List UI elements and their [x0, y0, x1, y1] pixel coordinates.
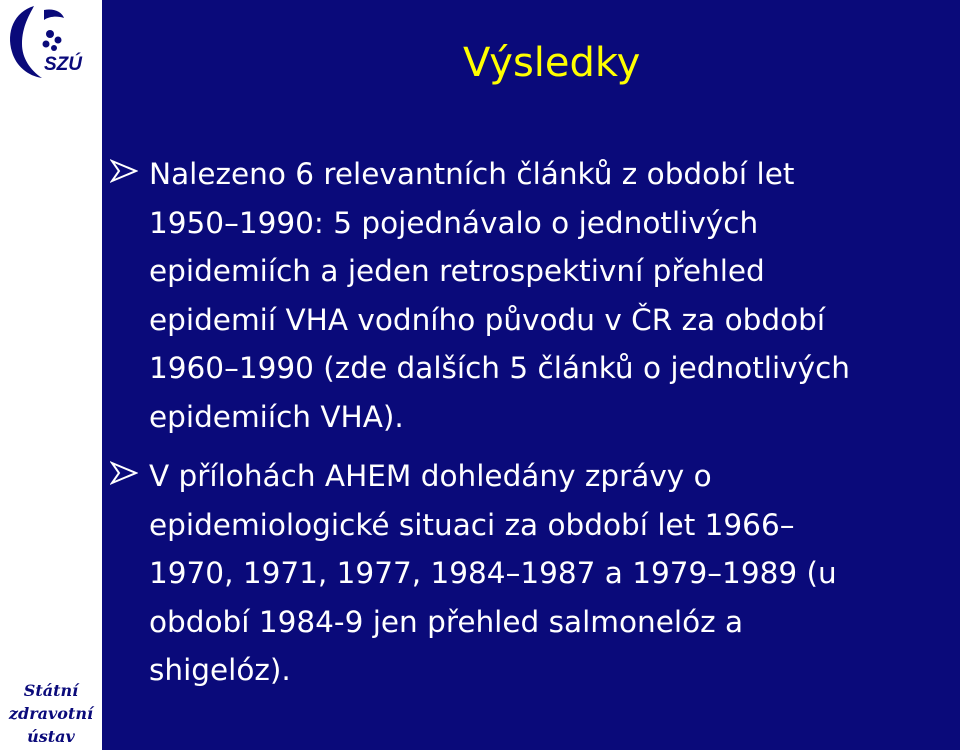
arrow-right-outline-icon: [110, 158, 138, 184]
bullet-item: [110, 452, 960, 695]
org-name-line: Státní: [23, 681, 79, 700]
org-name-line: zdravotní: [8, 704, 94, 723]
org-name: [0, 679, 102, 748]
slide-title: Výsledky: [463, 40, 641, 86]
logo-text: SZÚ: [44, 54, 82, 75]
szu-logo-icon: [4, 4, 96, 90]
arrow-right-outline-icon: [110, 460, 138, 486]
bullet-text: Nalezeno 6 relevantních článků z období let 1950–1990: 5 pojednávalo o jednotlivých epidemiích a jeden retrospektivní přehled epidemií VHA vodního původu v ČR za období 1960–1990 (zde dalších 5 článků o jednotlivých epidemiích VHA).: [149, 157, 850, 434]
bullet-item: [110, 150, 960, 441]
bullet-list: [110, 150, 960, 706]
sidebar: [0, 0, 102, 750]
bullet-text: V přílohách AHEM dohledány zprávy o epidemiologické situaci za období let 1966– 1970, 1971, 1977, 1984–1987 a 1979–1989 (u období 1984-9 jen přehled salmonelóz a shigelóz).: [149, 459, 837, 687]
org-name-line: ústav: [27, 727, 75, 746]
